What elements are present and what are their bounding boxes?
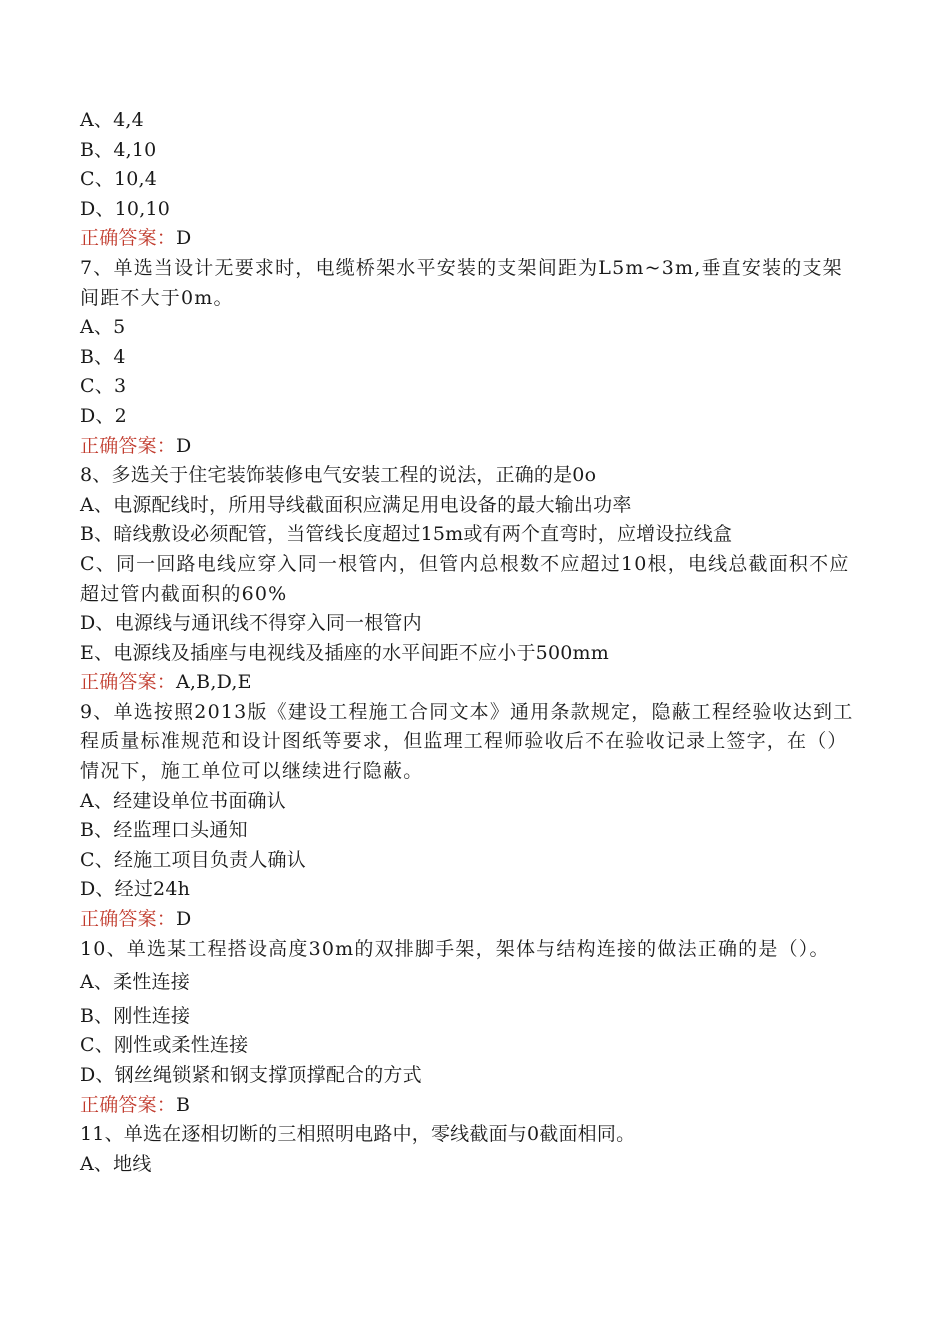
- option-c: C、10,4: [80, 168, 158, 191]
- option-a: A、地线: [80, 1152, 152, 1175]
- option-a: A、柔性连接: [80, 971, 190, 994]
- answer-value: A,B,D,E: [176, 671, 252, 694]
- correct-answer: [80, 905, 860, 935]
- question-9: [80, 698, 860, 935]
- option-d: D、2: [80, 404, 127, 427]
- option-d: D、10,10: [80, 197, 171, 220]
- option-c: C、同一回路电线应穿入同一根管内，但管内总根数不应超过10根，电线总截面积不应超过管内截面积的60%: [80, 552, 850, 605]
- correct-answer: [80, 1091, 860, 1121]
- option-b: B、经监理口头通知: [80, 819, 248, 842]
- option-b: B、4,10: [80, 138, 157, 161]
- question-stem: 7、单选当设计无要求时，电缆桥架水平安装的支架间距为L5m~3m,垂直安装的支架间距不大于0m。: [80, 256, 843, 309]
- correct-answer: [80, 224, 860, 254]
- document-page: [80, 106, 860, 1179]
- question-8: [80, 461, 860, 698]
- question-11: [80, 1120, 860, 1179]
- answer-label: 正确答案：: [80, 671, 177, 694]
- option-a: A、电源配线时，所用导线截面积应满足用电设备的最大输出功率: [80, 493, 632, 516]
- option-d: D、钢丝绳锁紧和钢支撑顶撑配合的方式: [80, 1064, 422, 1086]
- answer-label: 正确答案：: [80, 908, 177, 931]
- option-c: C、3: [80, 375, 127, 398]
- answer-label: 正确答案：: [80, 434, 177, 457]
- option-b: B、暗线敷设必须配管，当管线长度超过15m或有两个直弯时，应增设拉线盒: [80, 523, 733, 546]
- option-a: A、5: [80, 316, 126, 339]
- answer-label: 正确答案：: [80, 227, 177, 250]
- answer-value: D: [176, 908, 192, 931]
- option-d: D、电源线与通讯线不得穿入同一根管内: [80, 612, 422, 635]
- option-e: E、电源线及插座与电视线及插座的水平间距不应小于500mm: [80, 641, 609, 664]
- question-stem: 9、单选按照2013版《建设工程施工合同文本》通用条款规定，隐蔽工程经验收达到工程质量标准规范和设计图纸等要求，但监理工程师验收后不在验收记录上签字，在（）情况下，施工单位可以继续进行隐蔽。: [80, 700, 854, 783]
- question-7: [80, 254, 860, 461]
- answer-value: D: [176, 434, 192, 457]
- option-d: D、经过24h: [80, 878, 191, 901]
- answer-value: B: [176, 1093, 191, 1116]
- option-c: C、刚性或柔性连接: [80, 1034, 249, 1057]
- question-stem: 10、单选某工程搭设高度30m的双排脚手架，架体与结构连接的做法正确的是（）。: [80, 937, 830, 960]
- correct-answer: [80, 432, 860, 462]
- question-stem: 11、单选在逐相切断的三相照明电路中，零线截面与0截面相同。: [80, 1123, 636, 1146]
- correct-answer: [80, 668, 860, 698]
- option-b: B、4: [80, 345, 126, 368]
- option-a: A、经建设单位书面确认: [80, 789, 286, 812]
- question-6: [80, 106, 860, 254]
- answer-value: D: [176, 227, 192, 250]
- option-a: A、4,4: [80, 109, 144, 131]
- question-stem: 8、多选关于住宅装饰装修电气安装工程的说法，正确的是0o: [80, 464, 597, 487]
- answer-label: 正确答案：: [80, 1093, 177, 1116]
- option-c: C、经施工项目负责人确认: [80, 848, 306, 871]
- question-10: [80, 935, 860, 1121]
- option-b: B、刚性连接: [80, 1004, 191, 1027]
